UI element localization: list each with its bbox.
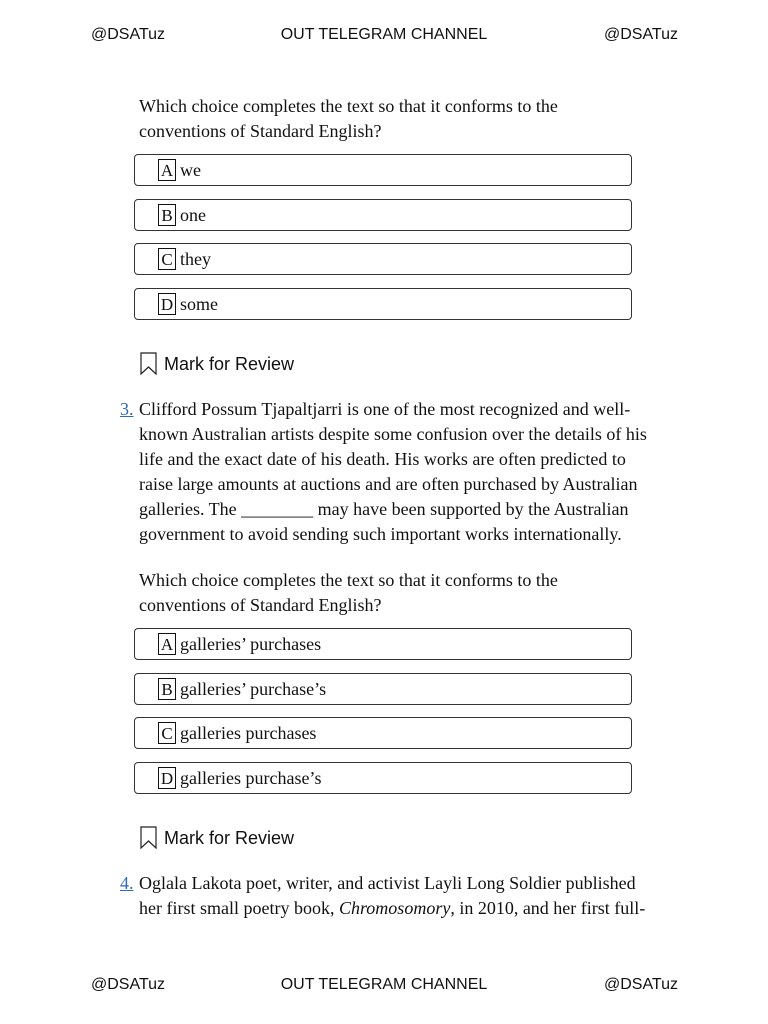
passage-text: her first small poetry book, <box>139 898 339 918</box>
passage-line: government to avoid sending such important works internationally. <box>139 524 622 544</box>
option-text: galleries’ purchases <box>180 633 322 654</box>
option-text: one <box>180 204 206 225</box>
q3-passage <box>139 397 679 547</box>
q2-mark-for-review[interactable] <box>139 352 294 376</box>
option-text: they <box>180 248 211 269</box>
option-letter: C <box>158 248 176 270</box>
header-left-handle: @DSATuz <box>91 26 166 43</box>
q2-option-b[interactable] <box>134 199 632 231</box>
header-channel-label: OUT TELEGRAM CHANNEL <box>280 26 488 43</box>
option-text: galleries purchases <box>180 722 317 743</box>
header-right-handle: @DSATuz <box>603 26 678 43</box>
q3-prompt <box>139 568 639 618</box>
q2-option-a[interactable] <box>134 154 632 186</box>
option-text: we <box>180 159 201 180</box>
footer-left-handle: @DSATuz <box>91 976 166 993</box>
option-letter: B <box>158 678 176 700</box>
option-text: galleries purchase’s <box>180 767 322 788</box>
option-text: galleries’ purchase’s <box>180 678 327 699</box>
q3-option-b[interactable] <box>134 673 632 705</box>
q2-prompt-line: Which choice completes the text so that it conforms to the <box>139 96 558 116</box>
option-text: some <box>180 293 218 314</box>
passage-line <box>139 896 679 921</box>
passage-line: Clifford Possum Tjapaltjarri is one of the most recognized and well- <box>139 399 631 419</box>
footer-right-handle: @DSATuz <box>603 976 678 993</box>
mark-for-review-label: Mark for Review <box>164 827 295 848</box>
passage-line: galleries. The ________ may have been supported by the Australian <box>139 499 629 519</box>
q2-prompt-line: conventions of Standard English? <box>139 121 382 141</box>
q3-option-a[interactable] <box>134 628 632 660</box>
bookmark-icon <box>139 826 159 850</box>
q3-number[interactable]: 3. <box>120 399 134 419</box>
option-letter: B <box>158 204 176 226</box>
page-footer <box>0 976 768 1000</box>
q2-prompt <box>139 94 639 144</box>
q3-prompt-line: Which choice completes the text so that it conforms to the <box>139 570 558 590</box>
passage-line: life and the exact date of his death. His works are often predicted to <box>139 449 626 469</box>
q3-prompt-line: conventions of Standard English? <box>139 595 382 615</box>
q3-option-d[interactable] <box>134 762 632 794</box>
passage-line: known Australian artists despite some confusion over the details of his <box>139 424 647 444</box>
mark-for-review-label: Mark for Review <box>164 353 295 374</box>
q4-passage <box>139 871 679 921</box>
option-letter: D <box>158 293 176 315</box>
option-letter: A <box>158 159 176 181</box>
bookmark-icon <box>139 352 159 376</box>
q2-option-c[interactable] <box>134 243 632 275</box>
passage-line: Oglala Lakota poet, writer, and activist Layli Long Soldier published <box>139 873 636 893</box>
option-letter: A <box>158 633 176 655</box>
q3-option-c[interactable] <box>134 717 632 749</box>
option-letter: D <box>158 767 176 789</box>
page-header <box>0 26 768 50</box>
passage-line: raise large amounts at auctions and are often purchased by Australian <box>139 474 638 494</box>
passage-text: , in 2010, and her first full- <box>450 898 646 918</box>
q2-option-d[interactable] <box>134 288 632 320</box>
q4-number[interactable]: 4. <box>120 873 134 893</box>
q3-mark-for-review[interactable] <box>139 826 294 850</box>
footer-channel-label: OUT TELEGRAM CHANNEL <box>280 976 488 993</box>
option-letter: C <box>158 722 176 744</box>
book-title: Chromosomory <box>338 898 451 918</box>
